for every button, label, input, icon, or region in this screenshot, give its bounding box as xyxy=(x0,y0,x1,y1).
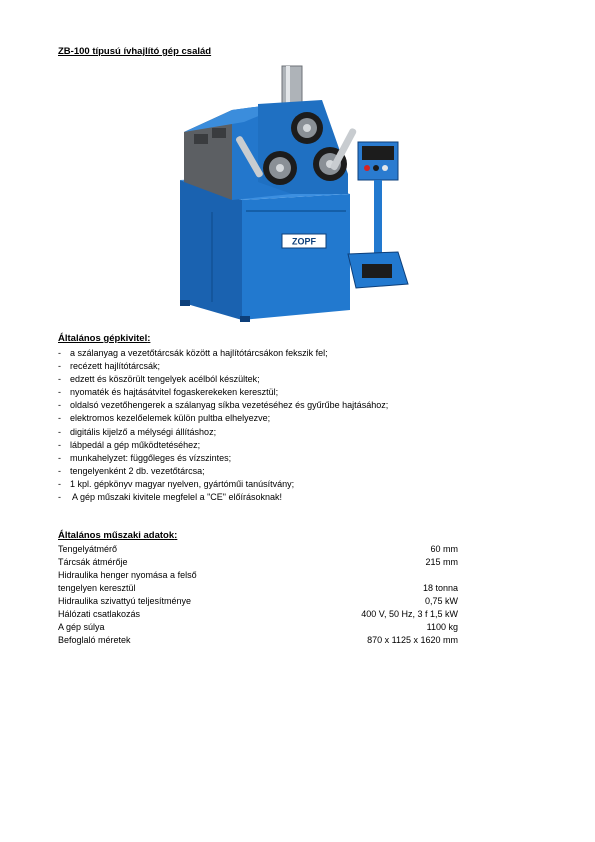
table-row xyxy=(58,621,458,634)
list-item-text: digitális kijelző a mélységi állításhoz; xyxy=(70,426,217,437)
table-row xyxy=(58,634,458,647)
list-bullet: - xyxy=(58,400,61,411)
foot-pedal xyxy=(348,252,408,288)
list-item xyxy=(58,347,388,360)
machine-photo xyxy=(172,62,412,324)
table-row xyxy=(58,582,458,595)
spec-value: 1100 kg xyxy=(426,622,458,632)
machine-cabinet-front xyxy=(242,194,350,320)
list-bullet: - xyxy=(58,387,61,398)
spec-value: 18 tonna xyxy=(422,583,458,593)
list-bullet: - xyxy=(58,374,61,385)
list-bullet: - xyxy=(58,426,61,437)
spec-label: Befoglaló méretek xyxy=(58,635,131,645)
hydraulic-cylinder xyxy=(282,66,302,104)
list-item xyxy=(58,491,388,504)
list-bullet: - xyxy=(58,361,61,372)
list-item xyxy=(58,373,388,386)
spec-value: 0,75 kW xyxy=(424,596,458,606)
table-row xyxy=(58,569,458,582)
list-item-text: elektromos kezelőelemek külön pultba elhelyezve; xyxy=(70,413,271,424)
technical-heading-colon: : xyxy=(174,530,178,541)
technical-spec-table xyxy=(58,543,458,647)
list-item xyxy=(58,360,388,373)
list-item xyxy=(58,439,388,452)
spec-label: Tengelyátmérő xyxy=(58,544,118,554)
brand-label: ZOPF xyxy=(292,236,316,247)
general-feature-list xyxy=(58,347,388,504)
control-console xyxy=(358,142,398,254)
document-title: ZB-100 típusú ívhajlító gép család xyxy=(58,46,212,57)
list-item xyxy=(58,478,388,491)
list-bullet: - xyxy=(58,413,61,424)
spec-label: A gép súlya xyxy=(58,622,105,632)
list-item-text: 1 kpl. gépkönyv magyar nyelven, gyártóműi tanúsítvány; xyxy=(70,478,295,489)
list-item-text: a szálanyag a vezetőtárcsák között a hajlítótárcsákon fekszik fel; xyxy=(70,348,328,358)
list-item-text: lábpedál a gép működtetéséhez; xyxy=(70,439,201,450)
list-item-text: tengelyenként 2 db. vezetőtárcsa; xyxy=(70,465,205,476)
machine-cabinet-side xyxy=(180,180,242,320)
spec-value: 400 V, 50 Hz, 3 f 1,5 kW xyxy=(361,609,458,619)
list-bullet: - xyxy=(58,492,61,503)
technical-heading xyxy=(58,530,177,541)
list-item-text: A gép műszaki kivitele megfelel a "CE" előírásoknak! xyxy=(70,492,282,503)
list-bullet: - xyxy=(58,465,61,476)
list-item-text: edzett és köszörült tengelyek acélból készültek; xyxy=(70,374,260,385)
technical-heading-text: Általános műszaki adatok xyxy=(58,530,175,541)
spec-value: 215 mm xyxy=(425,557,458,567)
spec-value: 870 x 1125 x 1620 mm xyxy=(367,635,458,645)
table-row xyxy=(58,608,458,621)
general-heading-text: Általános gépkivitel xyxy=(58,333,148,344)
general-heading xyxy=(58,333,150,344)
list-item xyxy=(58,412,388,425)
list-bullet: - xyxy=(58,348,61,358)
table-row xyxy=(58,595,458,608)
general-heading-colon: : xyxy=(147,333,151,344)
spec-label: Hálózati csatlakozás xyxy=(58,609,141,619)
spec-label: tengelyen keresztül xyxy=(58,583,136,593)
list-item xyxy=(58,386,388,399)
list-item-text: oldalsó vezetőhengerek a szálanyag síkba vezetéséhez és gyűrűbe hajtásához; xyxy=(70,400,389,411)
list-item xyxy=(58,465,388,478)
list-bullet: - xyxy=(58,452,61,463)
list-bullet: - xyxy=(58,439,61,450)
spec-label: Tárcsák átmérője xyxy=(58,557,128,567)
list-item-text: recézett hajlítótárcsák; xyxy=(70,361,161,372)
spec-label: Hidraulika szivattyú teljesítménye xyxy=(58,596,192,606)
list-item xyxy=(58,399,388,412)
spec-label: Hidraulika henger nyomása a felső xyxy=(58,570,197,580)
list-item-text: munkahelyzet: függőleges és vízszintes; xyxy=(70,452,232,463)
list-item-text: nyomaték és hajtásátvitel fogaskerekeken keresztül; xyxy=(70,387,279,398)
list-item xyxy=(58,426,388,439)
table-row xyxy=(58,543,458,556)
list-item xyxy=(58,452,388,465)
list-bullet: - xyxy=(58,478,61,489)
table-row xyxy=(58,556,458,569)
spec-value: 60 mm xyxy=(430,544,458,554)
